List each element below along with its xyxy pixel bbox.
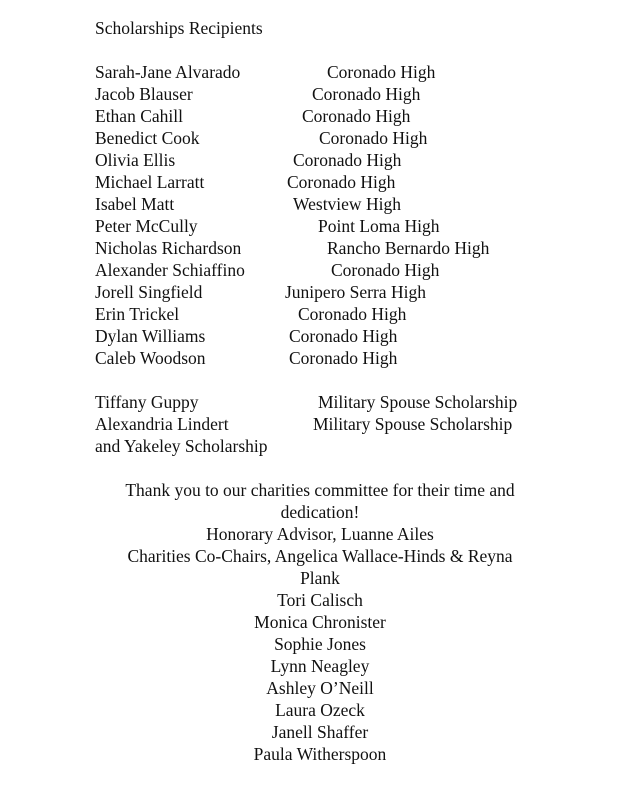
committee-member: Sophie Jones: [274, 634, 366, 654]
recipient-school: Coronado High: [312, 84, 421, 104]
recipient-name: Alexander Schiaffino: [95, 260, 245, 280]
recipient-school: Rancho Bernardo High: [327, 238, 490, 258]
recipient-school: Coronado High: [331, 260, 440, 280]
recipient-school: Junipero Serra High: [285, 282, 426, 302]
committee-member: Janell Shaffer: [271, 722, 369, 742]
recipient-school: Coronado High: [302, 106, 411, 126]
recipient-name: Jacob Blauser: [95, 84, 193, 104]
recipient-school: Coronado High: [327, 62, 436, 82]
recipient-name: Erin Trickel: [95, 304, 180, 324]
recipient-name: Olivia Ellis: [95, 150, 176, 170]
recipient-name: Michael Larratt: [95, 172, 205, 192]
special-recipient-name: Alexandria Lindert: [95, 414, 229, 434]
honorary-advisor: Honorary Advisor, Luanne Ailes: [206, 524, 434, 544]
committee-member: Monica Chronister: [254, 612, 386, 632]
recipient-name: Nicholas Richardson: [95, 238, 242, 258]
committee-member: Laura Ozeck: [275, 700, 365, 720]
thanks-line: Thank you to our charities committee for their time and: [125, 480, 515, 500]
recipient-school: Coronado High: [319, 128, 428, 148]
recipient-name: Jorell Singfield: [95, 282, 203, 302]
recipient-school: Point Loma High: [318, 216, 440, 236]
recipient-school: Coronado High: [287, 172, 396, 192]
committee-member: Paula Witherspoon: [253, 744, 387, 764]
recipient-name: Benedict Cook: [95, 128, 200, 148]
page-title: Scholarships Recipients: [95, 18, 263, 38]
recipient-school: Westview High: [293, 194, 401, 214]
special-recipient-name: Tiffany Guppy: [95, 392, 199, 412]
thanks-section: [95, 479, 545, 765]
committee-member: Tori Calisch: [277, 590, 363, 610]
recipient-name: Dylan Williams: [95, 326, 206, 346]
recipient-name: Ethan Cahill: [95, 106, 183, 126]
recipient-name: Peter McCully: [95, 216, 198, 236]
recipient-school: Coronado High: [293, 150, 402, 170]
special-award-continuation: and Yakeley Scholarship: [95, 436, 268, 456]
recipient-name: Isabel Matt: [95, 194, 175, 214]
recipient-name: Caleb Woodson: [95, 348, 206, 368]
co-chairs-continuation: Plank: [300, 568, 340, 588]
special-award: Military Spouse Scholarship: [318, 392, 518, 412]
committee-member: Ashley O’Neill: [266, 678, 374, 698]
committee-member: Lynn Neagley: [270, 656, 370, 676]
recipient-school: Coronado High: [298, 304, 407, 324]
recipient-school: Coronado High: [289, 326, 398, 346]
co-chairs: Charities Co-Chairs, Angelica Wallace-Hinds & Reyna: [127, 546, 513, 566]
thanks-line: dedication!: [280, 502, 360, 522]
recipient-school: Coronado High: [289, 348, 398, 368]
special-award: Military Spouse Scholarship: [313, 414, 513, 434]
recipient-name: Sarah-Jane Alvarado: [95, 62, 241, 82]
